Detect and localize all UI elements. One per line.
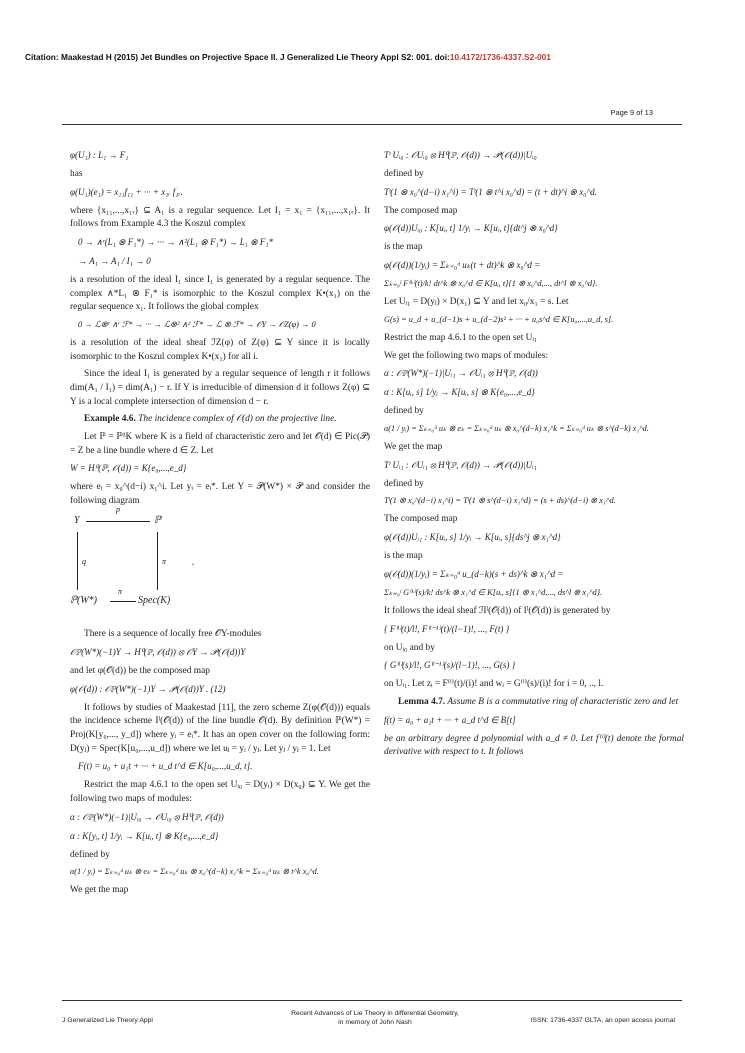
- footer-rule: [62, 1000, 682, 1001]
- footer-issue: Recent Advances of Lie Theory in differential Geometry, in memory of John Nash: [291, 1010, 459, 1026]
- equation: φ(𝒪(d))Uᵢ₀ : K[uᵢ, t] 1/yᵢ → K[uᵢ, t]{dt^j ⊗ x₀^d}: [384, 223, 558, 234]
- equation: { G⁽ˡ⁾(s)/l!, G⁽ˡ⁻¹⁾(s)/(l−1)!, ..., G(s) }: [384, 660, 516, 671]
- diagram-period: .: [192, 557, 195, 569]
- footer-journal: J Generalized Lie Theory Appl: [62, 1017, 153, 1024]
- text-line: defined by: [384, 169, 424, 180]
- example-title: The incidence complex of 𝒪(d) on the projective line.: [135, 414, 337, 425]
- paragraph: be an arbitrary degree d polynomial with a_d ≠ 0. Let f⁽ⁱ⁾(t) denote the formal derivative with respect to t. It follows: [384, 733, 684, 758]
- paragraph: where eᵢ = x₀^(d−i) x₁^i. Let yᵢ = eᵢ*. Let Y = 𝒫(W*) × 𝒫 and consider the following diagram: [70, 482, 370, 506]
- paragraph: Let Uᵢ₁ = D(yⱼ) × D(x₁) ⊆ Y and let x₀/x₁ = s. Let: [384, 297, 569, 308]
- equation: Σₖ₌₀ˡ G⁽ᵏ⁾(s)/k! ds^k ⊗ x₁^d ∈ K[uᵢ, s]{1 ⊗ x₁^d,..., ds^l ⊗ x₁^d}.: [384, 587, 603, 597]
- equation: φ(U₁) : L₁ → F₁: [70, 150, 129, 160]
- page-number: Page 9 of 13: [610, 108, 653, 117]
- diagram-node-P: ℙ: [154, 515, 162, 527]
- equation: φ(𝒪(d)) : 𝒪ℙ(W*)(−1)Y → 𝒫ˡ(𝒪(d))Y . (12): [70, 683, 226, 694]
- equation: W = H⁰(ℙ, 𝒪(d)) = K{e₀,...,e_d}: [70, 463, 187, 474]
- right-column: [384, 145, 684, 764]
- example-heading: [70, 413, 370, 427]
- equation: α : K[yᵢ, t] 1/yᵢ → K[uᵢ, t] ⊗ K{e₀,...,e_d}: [70, 830, 219, 841]
- example-label: Example 4.6.: [84, 414, 136, 425]
- paragraph: where {x₁₁,...,x₁ᵣ} ⊆ A₁ is a regular sequence. Let I₁ = x₁ = {x₁₁,...,x₁ᵣ}. It follows from Example 4.3 the Koszul complex: [70, 205, 370, 230]
- equation: Tˡ Uᵢ₀ : 𝒪Uᵢ₀ ⊗ H⁰(ℙ, 𝒪(d)) → 𝒫ˡ(𝒪(d))|Uᵢ₀: [384, 150, 537, 160]
- lemma-heading: [384, 696, 684, 710]
- equation: φ(𝒪(d))(1/yᵢ) = Σₖ₌₀ᵈ uₖ(t + dt)^k ⊗ x₀^d =: [384, 260, 541, 271]
- doi-link[interactable]: 10.4172/1736-4337.S2-001: [449, 52, 551, 62]
- equation: α : 𝒪ℙ(W*)(−1)|Uᵢ₀ → 𝒪Uᵢ₀ ⊗ H⁰(ℙ, 𝒪(d)): [70, 811, 224, 822]
- equation: G(s) = u_d + u_(d−1)s + u_(d−2)s² + ··· + u₀s^d ∈ K[u₀,...,u_d, s].: [384, 314, 614, 324]
- equation: 𝒪ℙ(W*)(−1)Y → H⁰(ℙ, 𝒪(d)) ⊗ 𝒪Y → 𝒫ˡ(𝒪(d))Y: [70, 647, 246, 658]
- equation: α(1 / yᵢ) = Σₖ₌₀ᵈ uₖ ⊗ eₖ = Σₖ₌₀ᵈ uₖ ⊗ x₀^(d−k) x₁^k = Σₖ₌₀ᵈ uₖ ⊗ s^(d−k) x₁^d.: [384, 424, 649, 434]
- diagram-node-spec: Spec(K): [138, 595, 171, 607]
- diagram-node-PW: ℙ(W*): [70, 595, 98, 607]
- paragraph: It follows by studies of Maakestad [11], the zero scheme Z(φ(𝒪(d))) equals the incidence scheme Iˡ(𝒪(d)) of the line bundle 𝒪(d). By definition ℙ(W*) = Proj(K[y₀,..., y_d]) where yᵢ = eᵢ*. It has an open cover on the following form: D(yⱼ) = Spec(K[u₀,...,u_d]) where we let uⱼ = yᵢ / yⱼ. Let yⱼ / yⱼ = 1. Let: [70, 702, 370, 754]
- paragraph: and let φ(𝒪(d)) be the composed map: [70, 666, 210, 677]
- paragraph: Restrict the map 4.6.1 to the open set Uᵢ₀ = D(yᵢ) × D(x₀) ⊆ Y. We get the following two maps of modules:: [70, 780, 370, 804]
- equation: F(t) = u₀ + u₁t + ··· + u_d t^d ∈ K[u₀,...,u_d, t].: [78, 761, 253, 772]
- text-line: defined by: [384, 478, 424, 489]
- arrow-pi-horizontal: [110, 601, 136, 602]
- equation: Tˡ(1 ⊗ x₀^(d−i) x₁^i) = Tˡ(1 ⊗ s^(d−i) x₁^d) = (s + ds)^(d−i) ⊗ x₁^d.: [384, 496, 616, 506]
- equation: φ(U₁)(e₁) = x₁₁f₁₁ + ··· + x₁ᵣ f₁ᵣ.: [70, 186, 183, 197]
- text-line: defined by: [384, 406, 424, 417]
- citation-text: Maakestad H (2015) Jet Bundles on Projective Space II. J Generalized Lie Theory Appl S2: 001. doi:: [58, 52, 450, 62]
- footer-issn: ISSN: 1736-4337 GLTA, an open access journal: [530, 1017, 675, 1024]
- paragraph: Restrict the map 4.6.1 to the open set Uᵢ₁: [384, 333, 538, 344]
- text-line: The composed map: [384, 514, 458, 525]
- header-rule: [62, 124, 682, 125]
- diagram-label-pi-horizontal: π: [118, 587, 123, 597]
- text-line: We get the map: [70, 885, 129, 896]
- paragraph: Since the ideal I₁ is generated by a regular sequence of length r it follows dim(A₁ / I₁) = dim(A₁) − r. If Y is irreducible of dimension d it follows Z(φ) ⊆ Y is a local complete intersection of dimension d − r.: [70, 369, 370, 407]
- diagram-label-p: p: [116, 505, 120, 515]
- paragraph: There is a sequence of locally free 𝒪Y-modules: [84, 629, 262, 640]
- text-line: has: [70, 169, 83, 180]
- arrow-pi-vertical: [157, 532, 158, 590]
- text-line: The composed map: [384, 205, 458, 216]
- equation: φ(𝒪(d))Uᵢ₁ : K[uᵢ, s] 1/yᵢ → K[uᵢ, s]{ds^j ⊗ x₁^d}: [384, 532, 561, 543]
- diagram-label-pi-vertical: π: [162, 557, 167, 567]
- paragraph: is a resolution of the ideal I₁ since I₁ is generated by a regular sequence. The complex ∧*L₁ ⊗ F₁* is isomorphic to the Koszul complex K•(x₁) on the regular sequence x₁. It follows the global complex: [70, 275, 370, 313]
- equation: 0 → ℒ⊗ʳ ∧ʳ ℱ* → ··· → ℒ⊗² ∧² ℱ* → ℒ ⊗ ℱ* → 𝒪Y → 𝒪Z(φ) → 0: [78, 319, 316, 329]
- diagram-node-Y: Y: [74, 515, 80, 527]
- equation: f(t) = a₀ + a₁t + ··· + a_d t^d ∈ B[t]: [384, 714, 516, 725]
- text-line: is the map: [384, 551, 423, 562]
- lemma-text: Assume B is a commutative ring of characteristic zero and let: [445, 696, 679, 707]
- arrow-p: [86, 521, 150, 522]
- equation: α(1 / yᵢ) = Σₖ₌₀ᵈ uₖ ⊗ eₖ = Σₖ₌₀ᵈ uₖ ⊗ x₀^(d−k) x₁^k = Σₖ₌₀ᵈ uₖ ⊗ t^k x₀^d.: [70, 867, 319, 877]
- citation-label: Citation:: [25, 52, 59, 62]
- equation: α : K[uᵢ, s] 1/yᵢ → K[uᵢ, s] ⊗ K{e₀,...,e_d}: [384, 387, 535, 398]
- equation: α : 𝒪ℙ(W*)(−1)|Uᵢ₁ → 𝒪Uᵢ₁ ⊗ H⁰(ℙ, 𝒪(d)): [384, 368, 538, 379]
- left-column: [70, 145, 370, 902]
- text-line: is the map: [384, 242, 423, 253]
- equation: φ(𝒪(d))(1/yᵢ) = Σₖ₌₀ᵈ u_(d−k)(s + ds)^k ⊗ x₁^d =: [384, 568, 564, 579]
- equation: Tˡ(1 ⊗ x₀^(d−i) x₁^i) = Tˡ(1 ⊗ t^i x₀^d) = (t + dt)^i ⊗ x₀^d.: [384, 186, 597, 197]
- diagram-label-q: q: [82, 557, 86, 567]
- commutative-diagram: [70, 505, 240, 622]
- paragraph: We get the following two maps of modules:: [384, 350, 549, 361]
- text-line: We get the map: [384, 441, 443, 452]
- paragraph: Let ℙ = ℙ¹K where K is a field of characteristic zero and let 𝒪(d) ∈ Pic(𝒫) = Z be a line bundle where d ∈ Z. Let: [70, 431, 370, 456]
- equation: Tˡ Uᵢ₁ : 𝒪Uᵢ₁ ⊗ H⁰(ℙ, 𝒪(d)) → 𝒫ˡ(𝒪(d))|Uᵢ₁: [384, 459, 537, 470]
- equation: Σₖ₌₀ˡ F⁽ᵏ⁾(t)/k! dt^k ⊗ x₀^d ∈ K[uᵢ, t]{1 ⊗ x₀^d,..., dt^l ⊗ x₀^d}.: [384, 279, 598, 289]
- arrow-q: [77, 532, 78, 590]
- paragraph: It follows the ideal sheaf ℐIˡ(𝒪(d)) of Iˡ(𝒪(d)) is generated by: [384, 605, 611, 616]
- citation-line: [25, 52, 725, 62]
- paragraph: on Uᵢ₁. Let zᵢ = F⁽ⁱ⁾(t)/(i)! and wᵢ = G⁽ⁱ⁾(s)/(i)! for i = 0, .., l.: [384, 679, 604, 690]
- equation: → A₁ → A₁ / I₁ → 0: [78, 256, 151, 267]
- text-line: on Uᵢ₀ and by: [384, 642, 435, 653]
- lemma-label: Lemma 4.7.: [398, 696, 446, 707]
- text-line: defined by: [70, 849, 110, 860]
- equation: 0 → ∧ʳ(L₁ ⊗ F₁*) → ··· → ∧²(L₁ ⊗ F₁*) → L₁ ⊗ F₁*: [78, 236, 274, 247]
- paragraph: is a resolution of the ideal sheaf ℐZ(φ) of Z(φ) ⊆ Y since it is locally isomorphic to the Koszul complex K•(x₁) for all i.: [70, 338, 370, 362]
- equation: { F⁽ˡ⁾(t)/l!, F⁽ˡ⁻¹⁾(t)/(l−1)!, ..., F(t) }: [384, 623, 510, 634]
